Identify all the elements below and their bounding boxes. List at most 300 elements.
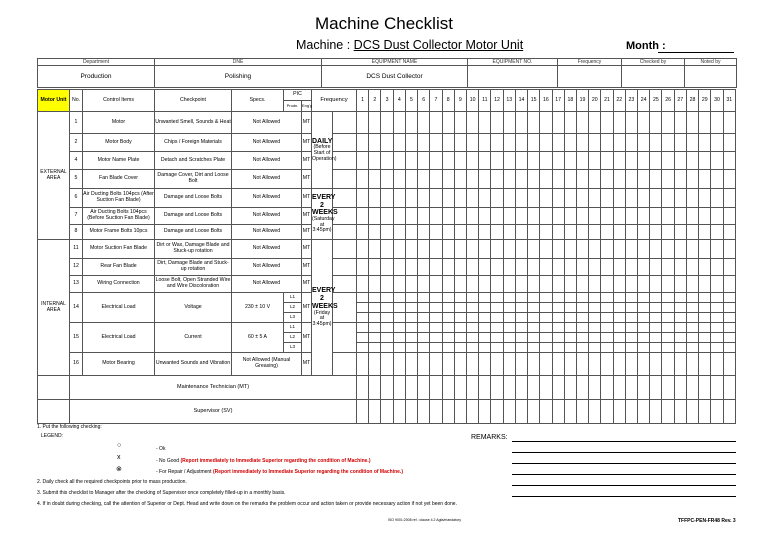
day-check-cell[interactable] — [625, 208, 637, 225]
day-check-cell[interactable] — [405, 353, 417, 376]
day-check-cell[interactable] — [711, 276, 723, 293]
day-check-cell[interactable] — [711, 189, 723, 208]
day-check-cell[interactable] — [686, 189, 698, 208]
day-check-cell[interactable] — [393, 323, 405, 333]
day-check-cell[interactable] — [576, 323, 588, 333]
day-check-cell[interactable] — [699, 170, 711, 189]
day-check-cell[interactable] — [515, 189, 527, 208]
day-check-cell[interactable] — [369, 134, 381, 152]
signoff-cell[interactable] — [454, 400, 466, 424]
signoff-cell[interactable] — [589, 400, 601, 424]
signoff-cell[interactable] — [491, 400, 503, 424]
day-check-cell[interactable] — [625, 152, 637, 170]
day-check-cell[interactable] — [540, 189, 552, 208]
day-check-cell[interactable] — [405, 112, 417, 134]
day-check-cell[interactable] — [479, 208, 491, 225]
day-check-cell[interactable] — [418, 112, 430, 134]
day-check-cell[interactable] — [479, 323, 491, 333]
day-check-cell[interactable] — [418, 276, 430, 293]
day-check-cell[interactable] — [723, 293, 735, 303]
day-check-cell[interactable] — [381, 323, 393, 333]
day-check-cell[interactable] — [674, 259, 686, 276]
day-check-cell[interactable] — [589, 134, 601, 152]
day-check-cell[interactable] — [699, 240, 711, 259]
day-check-cell[interactable] — [442, 333, 454, 343]
day-check-cell[interactable] — [381, 293, 393, 303]
day-check-cell[interactable] — [454, 303, 466, 313]
day-check-cell[interactable] — [381, 189, 393, 208]
day-check-cell[interactable] — [430, 208, 442, 225]
day-check-cell[interactable] — [528, 303, 540, 313]
day-check-cell[interactable] — [576, 353, 588, 376]
signoff-cell[interactable] — [418, 376, 430, 400]
day-check-cell[interactable] — [442, 152, 454, 170]
day-check-cell[interactable] — [454, 240, 466, 259]
day-check-cell[interactable] — [589, 208, 601, 225]
day-check-cell[interactable] — [393, 343, 405, 353]
day-check-cell[interactable] — [711, 112, 723, 134]
day-check-cell[interactable] — [515, 170, 527, 189]
day-check-cell[interactable] — [723, 208, 735, 225]
day-check-cell[interactable] — [491, 152, 503, 170]
day-check-cell[interactable] — [662, 259, 674, 276]
day-check-cell[interactable] — [711, 303, 723, 313]
signoff-cell[interactable] — [491, 376, 503, 400]
day-check-cell[interactable] — [466, 170, 478, 189]
day-check-cell[interactable] — [369, 313, 381, 323]
day-check-cell[interactable] — [638, 313, 650, 323]
day-check-cell[interactable] — [625, 343, 637, 353]
day-check-cell[interactable] — [528, 225, 540, 240]
signoff-cell[interactable] — [430, 376, 442, 400]
day-check-cell[interactable] — [625, 293, 637, 303]
remarks-line[interactable] — [512, 463, 736, 464]
day-check-cell[interactable] — [674, 152, 686, 170]
day-check-cell[interactable] — [491, 240, 503, 259]
day-check-cell[interactable] — [589, 240, 601, 259]
day-check-cell[interactable] — [613, 170, 625, 189]
day-check-cell[interactable] — [564, 353, 576, 376]
day-check-cell[interactable] — [418, 293, 430, 303]
day-check-cell[interactable] — [650, 259, 662, 276]
day-check-cell[interactable] — [430, 170, 442, 189]
day-check-cell[interactable] — [430, 313, 442, 323]
day-check-cell[interactable] — [601, 333, 613, 343]
day-check-cell[interactable] — [369, 333, 381, 343]
day-check-cell[interactable] — [552, 259, 564, 276]
day-check-cell[interactable] — [638, 303, 650, 313]
day-check-cell[interactable] — [515, 259, 527, 276]
day-check-cell[interactable] — [723, 240, 735, 259]
day-check-cell[interactable] — [589, 323, 601, 333]
day-check-cell[interactable] — [503, 208, 515, 225]
day-check-cell[interactable] — [515, 134, 527, 152]
day-check-cell[interactable] — [589, 276, 601, 293]
day-check-cell[interactable] — [393, 293, 405, 303]
day-check-cell[interactable] — [638, 189, 650, 208]
day-check-cell[interactable] — [625, 170, 637, 189]
day-check-cell[interactable] — [674, 189, 686, 208]
day-check-cell[interactable] — [674, 333, 686, 343]
day-check-cell[interactable] — [515, 323, 527, 333]
day-check-cell[interactable] — [393, 333, 405, 343]
day-check-cell[interactable] — [625, 134, 637, 152]
day-check-cell[interactable] — [479, 276, 491, 293]
day-check-cell[interactable] — [686, 240, 698, 259]
day-check-cell[interactable] — [466, 353, 478, 376]
day-check-cell[interactable] — [466, 323, 478, 333]
day-check-cell[interactable] — [711, 240, 723, 259]
day-check-cell[interactable] — [393, 259, 405, 276]
day-check-cell[interactable] — [552, 152, 564, 170]
day-check-cell[interactable] — [723, 343, 735, 353]
day-check-cell[interactable] — [369, 189, 381, 208]
day-check-cell[interactable] — [650, 323, 662, 333]
remarks-line[interactable] — [512, 474, 736, 475]
day-check-cell[interactable] — [552, 343, 564, 353]
day-check-cell[interactable] — [479, 134, 491, 152]
day-check-cell[interactable] — [662, 343, 674, 353]
day-check-cell[interactable] — [528, 333, 540, 343]
day-check-cell[interactable] — [613, 189, 625, 208]
signoff-cell[interactable] — [552, 400, 564, 424]
day-check-cell[interactable] — [589, 152, 601, 170]
day-check-cell[interactable] — [503, 333, 515, 343]
day-check-cell[interactable] — [454, 353, 466, 376]
day-check-cell[interactable] — [540, 240, 552, 259]
day-check-cell[interactable] — [650, 134, 662, 152]
day-check-cell[interactable] — [393, 134, 405, 152]
day-check-cell[interactable] — [711, 343, 723, 353]
day-check-cell[interactable] — [479, 240, 491, 259]
signoff-cell[interactable] — [601, 376, 613, 400]
day-check-cell[interactable] — [418, 353, 430, 376]
day-check-cell[interactable] — [650, 240, 662, 259]
signoff-cell[interactable] — [466, 400, 478, 424]
day-check-cell[interactable] — [418, 208, 430, 225]
day-check-cell[interactable] — [479, 259, 491, 276]
day-check-cell[interactable] — [723, 189, 735, 208]
day-check-cell[interactable] — [369, 240, 381, 259]
signoff-cell[interactable] — [405, 400, 417, 424]
day-check-cell[interactable] — [662, 333, 674, 343]
day-check-cell[interactable] — [369, 276, 381, 293]
day-check-cell[interactable] — [686, 333, 698, 343]
day-check-cell[interactable] — [686, 112, 698, 134]
day-check-cell[interactable] — [699, 225, 711, 240]
day-check-cell[interactable] — [466, 225, 478, 240]
day-check-cell[interactable] — [674, 303, 686, 313]
day-check-cell[interactable] — [430, 323, 442, 333]
day-check-cell[interactable] — [625, 353, 637, 376]
signoff-cell[interactable] — [711, 400, 723, 424]
day-check-cell[interactable] — [479, 353, 491, 376]
day-check-cell[interactable] — [515, 240, 527, 259]
day-check-cell[interactable] — [699, 276, 711, 293]
day-check-cell[interactable] — [381, 134, 393, 152]
day-check-cell[interactable] — [723, 303, 735, 313]
day-check-cell[interactable] — [552, 208, 564, 225]
day-check-cell[interactable] — [674, 293, 686, 303]
day-check-cell[interactable] — [369, 152, 381, 170]
day-check-cell[interactable] — [405, 240, 417, 259]
day-check-cell[interactable] — [686, 170, 698, 189]
day-check-cell[interactable] — [515, 112, 527, 134]
day-check-cell[interactable] — [405, 208, 417, 225]
day-check-cell[interactable] — [381, 152, 393, 170]
day-check-cell[interactable] — [357, 333, 369, 343]
day-check-cell[interactable] — [442, 170, 454, 189]
day-check-cell[interactable] — [564, 225, 576, 240]
day-check-cell[interactable] — [491, 323, 503, 333]
day-check-cell[interactable] — [528, 313, 540, 323]
day-check-cell[interactable] — [393, 170, 405, 189]
day-check-cell[interactable] — [711, 333, 723, 343]
signoff-cell[interactable] — [357, 400, 369, 424]
signoff-cell[interactable] — [393, 400, 405, 424]
signoff-cell[interactable] — [625, 400, 637, 424]
day-check-cell[interactable] — [674, 134, 686, 152]
day-check-cell[interactable] — [393, 276, 405, 293]
day-check-cell[interactable] — [674, 208, 686, 225]
day-check-cell[interactable] — [454, 189, 466, 208]
day-check-cell[interactable] — [552, 323, 564, 333]
day-check-cell[interactable] — [613, 225, 625, 240]
day-check-cell[interactable] — [515, 303, 527, 313]
day-check-cell[interactable] — [552, 333, 564, 343]
day-check-cell[interactable] — [638, 112, 650, 134]
day-check-cell[interactable] — [528, 152, 540, 170]
day-check-cell[interactable] — [613, 323, 625, 333]
day-check-cell[interactable] — [638, 225, 650, 240]
day-check-cell[interactable] — [674, 343, 686, 353]
day-check-cell[interactable] — [479, 189, 491, 208]
day-check-cell[interactable] — [381, 303, 393, 313]
day-check-cell[interactable] — [686, 303, 698, 313]
day-check-cell[interactable] — [552, 303, 564, 313]
day-check-cell[interactable] — [552, 293, 564, 303]
day-check-cell[interactable] — [418, 343, 430, 353]
day-check-cell[interactable] — [638, 323, 650, 333]
day-check-cell[interactable] — [686, 208, 698, 225]
signoff-cell[interactable] — [466, 376, 478, 400]
day-check-cell[interactable] — [601, 313, 613, 323]
day-check-cell[interactable] — [454, 333, 466, 343]
equipment-no-value[interactable] — [468, 66, 558, 88]
day-check-cell[interactable] — [357, 293, 369, 303]
day-check-cell[interactable] — [454, 225, 466, 240]
day-check-cell[interactable] — [479, 152, 491, 170]
day-check-cell[interactable] — [589, 259, 601, 276]
day-check-cell[interactable] — [589, 343, 601, 353]
day-check-cell[interactable] — [613, 276, 625, 293]
day-check-cell[interactable] — [699, 353, 711, 376]
signoff-cell[interactable] — [540, 376, 552, 400]
day-check-cell[interactable] — [650, 170, 662, 189]
day-check-cell[interactable] — [613, 353, 625, 376]
day-check-cell[interactable] — [405, 313, 417, 323]
day-check-cell[interactable] — [711, 293, 723, 303]
day-check-cell[interactable] — [662, 240, 674, 259]
day-check-cell[interactable] — [357, 240, 369, 259]
day-check-cell[interactable] — [625, 276, 637, 293]
day-check-cell[interactable] — [503, 313, 515, 323]
signoff-cell[interactable] — [357, 376, 369, 400]
day-check-cell[interactable] — [662, 208, 674, 225]
day-check-cell[interactable] — [650, 353, 662, 376]
frequency-value[interactable] — [558, 66, 622, 88]
day-check-cell[interactable] — [528, 293, 540, 303]
day-check-cell[interactable] — [699, 259, 711, 276]
signoff-cell[interactable] — [564, 400, 576, 424]
day-check-cell[interactable] — [405, 343, 417, 353]
day-check-cell[interactable] — [723, 170, 735, 189]
month-field[interactable] — [658, 52, 734, 53]
day-check-cell[interactable] — [381, 333, 393, 343]
day-check-cell[interactable] — [576, 240, 588, 259]
day-check-cell[interactable] — [589, 189, 601, 208]
day-check-cell[interactable] — [674, 240, 686, 259]
day-check-cell[interactable] — [723, 323, 735, 333]
day-check-cell[interactable] — [589, 303, 601, 313]
day-check-cell[interactable] — [466, 259, 478, 276]
day-check-cell[interactable] — [503, 152, 515, 170]
day-check-cell[interactable] — [662, 189, 674, 208]
noted-by-value[interactable] — [685, 66, 737, 88]
day-check-cell[interactable] — [357, 112, 369, 134]
day-check-cell[interactable] — [650, 225, 662, 240]
signoff-cell[interactable] — [723, 400, 735, 424]
day-check-cell[interactable] — [442, 303, 454, 313]
day-check-cell[interactable] — [405, 276, 417, 293]
day-check-cell[interactable] — [625, 225, 637, 240]
signoff-cell[interactable] — [686, 376, 698, 400]
remarks-line[interactable] — [512, 441, 736, 442]
day-check-cell[interactable] — [662, 313, 674, 323]
day-check-cell[interactable] — [552, 225, 564, 240]
signoff-cell[interactable] — [650, 376, 662, 400]
day-check-cell[interactable] — [540, 343, 552, 353]
day-check-cell[interactable] — [466, 208, 478, 225]
day-check-cell[interactable] — [576, 170, 588, 189]
signoff-cell[interactable] — [662, 376, 674, 400]
day-check-cell[interactable] — [418, 170, 430, 189]
day-check-cell[interactable] — [466, 152, 478, 170]
signoff-cell[interactable] — [711, 376, 723, 400]
day-check-cell[interactable] — [564, 333, 576, 343]
signoff-cell[interactable] — [638, 400, 650, 424]
day-check-cell[interactable] — [540, 303, 552, 313]
day-check-cell[interactable] — [418, 189, 430, 208]
day-check-cell[interactable] — [711, 353, 723, 376]
day-check-cell[interactable] — [357, 353, 369, 376]
day-check-cell[interactable] — [699, 333, 711, 343]
day-check-cell[interactable] — [613, 343, 625, 353]
signoff-cell[interactable] — [638, 376, 650, 400]
day-check-cell[interactable] — [405, 189, 417, 208]
day-check-cell[interactable] — [454, 323, 466, 333]
signoff-cell[interactable] — [564, 376, 576, 400]
day-check-cell[interactable] — [625, 112, 637, 134]
day-check-cell[interactable] — [564, 343, 576, 353]
signoff-cell[interactable] — [528, 400, 540, 424]
day-check-cell[interactable] — [552, 240, 564, 259]
day-check-cell[interactable] — [357, 225, 369, 240]
day-check-cell[interactable] — [418, 313, 430, 323]
day-check-cell[interactable] — [479, 313, 491, 323]
day-check-cell[interactable] — [613, 112, 625, 134]
signoff-cell[interactable] — [686, 400, 698, 424]
signoff-cell[interactable] — [650, 400, 662, 424]
day-check-cell[interactable] — [613, 259, 625, 276]
day-check-cell[interactable] — [540, 313, 552, 323]
day-check-cell[interactable] — [466, 343, 478, 353]
day-check-cell[interactable] — [381, 112, 393, 134]
day-check-cell[interactable] — [528, 240, 540, 259]
day-check-cell[interactable] — [564, 208, 576, 225]
day-check-cell[interactable] — [466, 313, 478, 323]
day-check-cell[interactable] — [686, 313, 698, 323]
day-check-cell[interactable] — [540, 152, 552, 170]
day-check-cell[interactable] — [638, 240, 650, 259]
day-check-cell[interactable] — [674, 353, 686, 376]
day-check-cell[interactable] — [699, 303, 711, 313]
signoff-cell[interactable] — [601, 400, 613, 424]
day-check-cell[interactable] — [430, 276, 442, 293]
day-check-cell[interactable] — [491, 134, 503, 152]
day-check-cell[interactable] — [576, 276, 588, 293]
day-check-cell[interactable] — [650, 303, 662, 313]
day-check-cell[interactable] — [674, 225, 686, 240]
day-check-cell[interactable] — [576, 189, 588, 208]
day-check-cell[interactable] — [699, 189, 711, 208]
day-check-cell[interactable] — [381, 259, 393, 276]
day-check-cell[interactable] — [405, 134, 417, 152]
day-check-cell[interactable] — [686, 152, 698, 170]
day-check-cell[interactable] — [381, 353, 393, 376]
day-check-cell[interactable] — [357, 303, 369, 313]
day-check-cell[interactable] — [699, 313, 711, 323]
day-check-cell[interactable] — [430, 134, 442, 152]
signoff-cell[interactable] — [503, 376, 515, 400]
day-check-cell[interactable] — [723, 134, 735, 152]
day-check-cell[interactable] — [638, 333, 650, 343]
day-check-cell[interactable] — [686, 343, 698, 353]
day-check-cell[interactable] — [454, 112, 466, 134]
day-check-cell[interactable] — [454, 313, 466, 323]
remarks-line[interactable] — [512, 496, 736, 497]
day-check-cell[interactable] — [552, 170, 564, 189]
day-check-cell[interactable] — [381, 343, 393, 353]
day-check-cell[interactable] — [479, 112, 491, 134]
day-check-cell[interactable] — [723, 112, 735, 134]
signoff-cell[interactable] — [381, 400, 393, 424]
day-check-cell[interactable] — [357, 259, 369, 276]
day-check-cell[interactable] — [442, 225, 454, 240]
day-check-cell[interactable] — [723, 152, 735, 170]
day-check-cell[interactable] — [454, 152, 466, 170]
day-check-cell[interactable] — [381, 240, 393, 259]
day-check-cell[interactable] — [430, 343, 442, 353]
signoff-cell[interactable] — [369, 400, 381, 424]
day-check-cell[interactable] — [503, 240, 515, 259]
signoff-cell[interactable] — [442, 376, 454, 400]
day-check-cell[interactable] — [564, 259, 576, 276]
signoff-cell[interactable] — [418, 400, 430, 424]
day-check-cell[interactable] — [552, 112, 564, 134]
day-check-cell[interactable] — [674, 170, 686, 189]
day-check-cell[interactable] — [601, 189, 613, 208]
